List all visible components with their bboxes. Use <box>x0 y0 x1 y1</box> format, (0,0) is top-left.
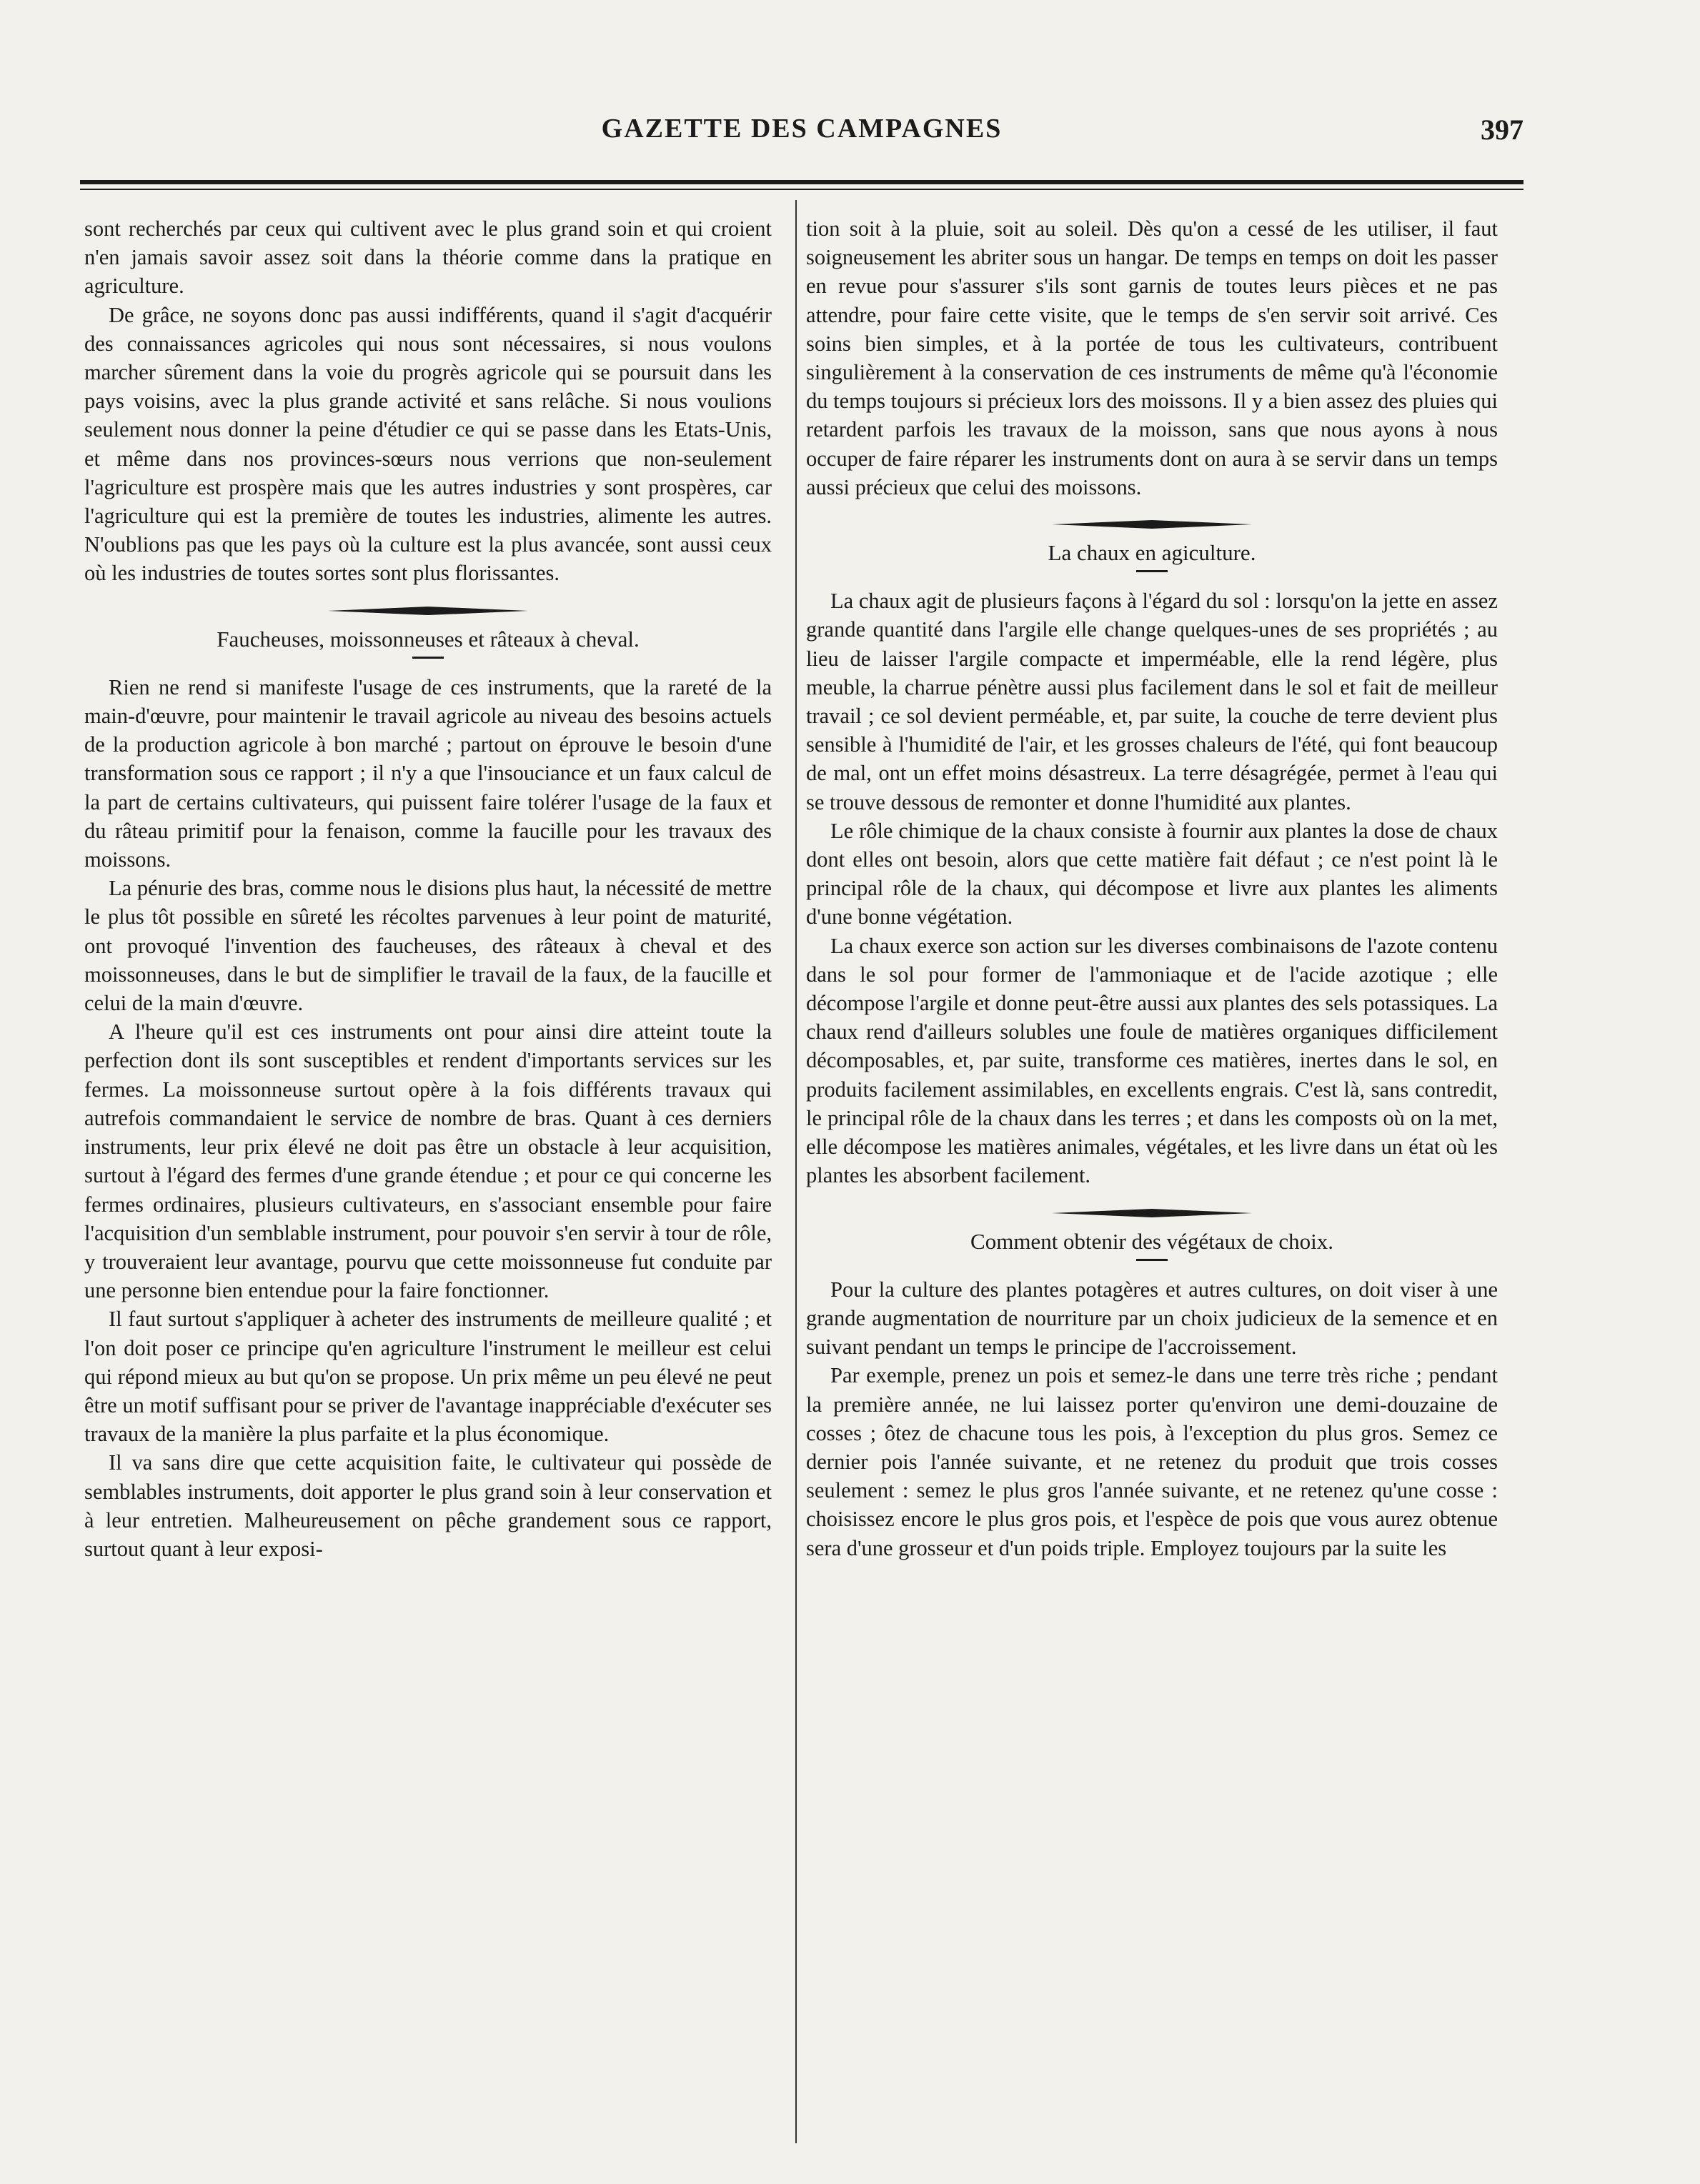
paragraph: La chaux exerce son action sur les diverses combinaisons de l'azote contenu dans le sol pour former de l'ammoniaque et de l'acide azotique ; elle décompose l'argile et donne peut-être aussi aux plantes des sels potassiques. La chaux rend d'ailleurs solubles une foule de matières organiques difficilement décomposables, et, par suite, transforme ces matières, inertes dans le sol, en produits facilement assimilables, en excellents engrais. C'est là, sans contredit, le principal rôle de la chaux dans les terres ; et dans les composts où on la met, elle décompose les matières animales, végétales, et les livre dans un état où les plantes les absorbent facilement. <box>806 933 1498 1188</box>
section-ornament <box>1052 1209 1252 1217</box>
paragraph: La pénurie des bras, comme nous le disions plus haut, la nécessité de mettre le plus tôt possible en sûreté les récoltes parvenues à leur point de maturité, ont provoqué l'invention des faucheuses, des râteaux à cheval et des moissonneuses, dans le but de simplifier le travail de la faux, de la faucille et celui de la main d'œuvre. <box>84 876 772 1016</box>
left-column <box>84 214 772 2158</box>
section-title: La chaux en agiculture. <box>1048 540 1256 566</box>
section-title: Faucheuses, moissonneuses et râteaux à cheval. <box>217 626 640 652</box>
paragraph: Il faut surtout s'appliquer à acheter des instruments de meilleure qualité ; et l'on doit poser ce principe qu'en agriculture l'instrument le meilleur est celui qui répond mieux au but qu'on se propose. Un prix même un peu élevé ne peut être un motif suffisant pour se priver de l'avantage inappréciable d'exécuter ses travaux de la manière la plus parfaite et la plus économique. <box>84 1307 772 1447</box>
paragraph: Rien ne rend si manifeste l'usage de ces instruments, que la rareté de la main-d'œuvre, pour maintenir le travail agricole au niveau des besoins actuels de la production agricole à bon marché ; partout on éprouve le besoin d'une transformation sous ce rapport ; il n'y a que l'insouciance et un faux calcul de la part de certains cultivateurs, qui puissent faire tolérer l'usage de la faux et du râteau primitif pour la fenaison, comme la faucille pour les travaux des moissons. <box>84 674 772 872</box>
paragraph: Le rôle chimique de la chaux consiste à fournir aux plantes la dose de chaux dont elles ont besoin, alors que cette matière fait défaut ; ce n'est point là le principal rôle de la chaux, qui décompose et livre aux plantes les aliments d'une bonne végétation. <box>806 818 1498 929</box>
paragraph: A l'heure qu'il est ces instruments ont pour ainsi dire atteint toute la perfection dont ils sont susceptibles et rendent d'importants services sur les fermes. La moissonneuse surtout opère à la fois différents travaux qui autrefois commandaient le service de nombre de bras. Quant à ces derniers instruments, leur prix élevé ne doit pas être un obstacle à leur acquisition, surtout à l'égard des fermes d'une grande étendue ; et pour ce qui concerne les fermes ordinaires, plusieurs cultivateurs, en s'associant ensemble pour faire l'acquisition d'un semblable instrument, pour pouvoir s'en servir à tour de rôle, y trouveraient leur avantage, pourvu que cette moissonneuse fut conduite par une personne bien entendue pour la faire fonctionner. <box>84 1019 772 1303</box>
header-rule-thin <box>80 189 1523 190</box>
paragraph: Par exemple, prenez un pois et semez-le dans une terre très riche ; pendant la première année, ne lui laissez porter qu'environ une demi-douzaine de cosses ; ôtez de chacune tous les pois, à l'exception du plus gros. Semez ce dernier pois l'année suivante, et ne retenez du produit que trois cosses seulement : semez le plus gros l'année suivante, et ne retenez qu'une cosse : choisissez encore le plus gros pois, et l'espèce de pois que vous aurez obtenue sera d'une grosseur et d'un poids triple. Employez toujours par la suite les <box>806 1363 1498 1560</box>
column-divider <box>795 200 797 2143</box>
right-column <box>806 214 1498 2158</box>
paragraph: tion soit à la pluie, soit au soleil. Dès qu'on a cessé de les utiliser, il faut soigneusement les abriter sous un hangar. De temps en temps on doit les passer en revue pour s'assurer s'ils sont garnis de toutes leurs pièces et ne pas attendre, pour faire cette visite, que le temps de s'en servir soit arrivé. Ces soins bien simples, et à la portée de tous les cultivateurs, contribuent singulièrement à la conservation de ces instruments de même qu'à l'économie du temps toujours si précieux lors des moissons. Il y a bien assez des pluies qui retardent parfois les travaux de la moisson, sans que nous ayons à nous occuper de faire réparer les instruments dont on aura à se servir dans un temps aussi précieux que celui des moissons. <box>806 216 1498 499</box>
header-rule <box>80 180 1523 184</box>
section-ornament <box>328 607 528 615</box>
section-ornament <box>1052 520 1252 529</box>
title-dash <box>412 657 444 659</box>
page-header <box>80 113 1523 156</box>
paragraph: Pour la culture des plantes potagères et autres cultures, on doit viser à une grande augmentation de nourriture par un choix judicieux de la semence et en suivant pendant un temps le principe de l'accroissement. <box>806 1277 1498 1360</box>
title-dash <box>1136 1259 1168 1261</box>
paragraph: Il va sans dire que cette acquisition faite, le cultivateur qui possède de semblables instruments, doit apporter le plus grand soin à leur conservation et à leur entretien. Malheureusement on pêche grandement sous ce rapport, surtout quant à leur exposi- <box>84 1450 772 1561</box>
section-title: Comment obtenir des végétaux de choix. <box>970 1228 1333 1254</box>
page-title: GAZETTE DES CAMPAGNES <box>601 114 1003 144</box>
title-dash <box>1136 570 1168 572</box>
paragraph: sont recherchés par ceux qui cultivent avec le plus grand soin et qui croient n'en jamais savoir assez soit dans la théorie comme dans la pratique en agriculture. <box>84 216 772 299</box>
paragraph: La chaux agit de plusieurs façons à l'égard du sol : lorsqu'on la jette en assez grande quantité dans l'argile elle change quelques-unes de ses propriétés ; au lieu de laisser l'argile compacte et imperméable, elle la rend légère, plus meuble, la charrue pénètre aussi plus facilement dans le sol et fait de meilleur travail ; ce sol devient perméable, et, par suite, la couche de terre devient plus sensible à l'humidité de l'air, et les grosses chaleurs de l'été, qui font beaucoup de mal, ont un effet moins désastreux. La terre désagrégée, permet à l'eau qui se trouve dessous de remonter et donne l'humidité aux plantes. <box>806 589 1498 814</box>
page-number: 397 <box>1481 114 1523 146</box>
paragraph: De grâce, ne soyons donc pas aussi indifférents, quand il s'agit d'acquérir des connaissances agricoles qui nous sont nécessaires, si nous voulons marcher sûrement dans la voie du progrès agricole qui se poursuit dans les pays voisins, avec la plus grande activité et sans relâche. Si nous voulions seulement nous donner la peine d'étudier ce qui se passe dans les Etats-Unis, et même dans nos provinces-sœurs nous verrions que non-seulement l'agriculture est prospère mais que les autres industries y sont prospères, car l'agriculture qui est la première de toutes les industries, alimente les autres. N'oublions pas que les pays où la culture est la plus avancée, sont aussi ceux où les industries de toutes sortes sont plus florissantes. <box>84 302 772 586</box>
